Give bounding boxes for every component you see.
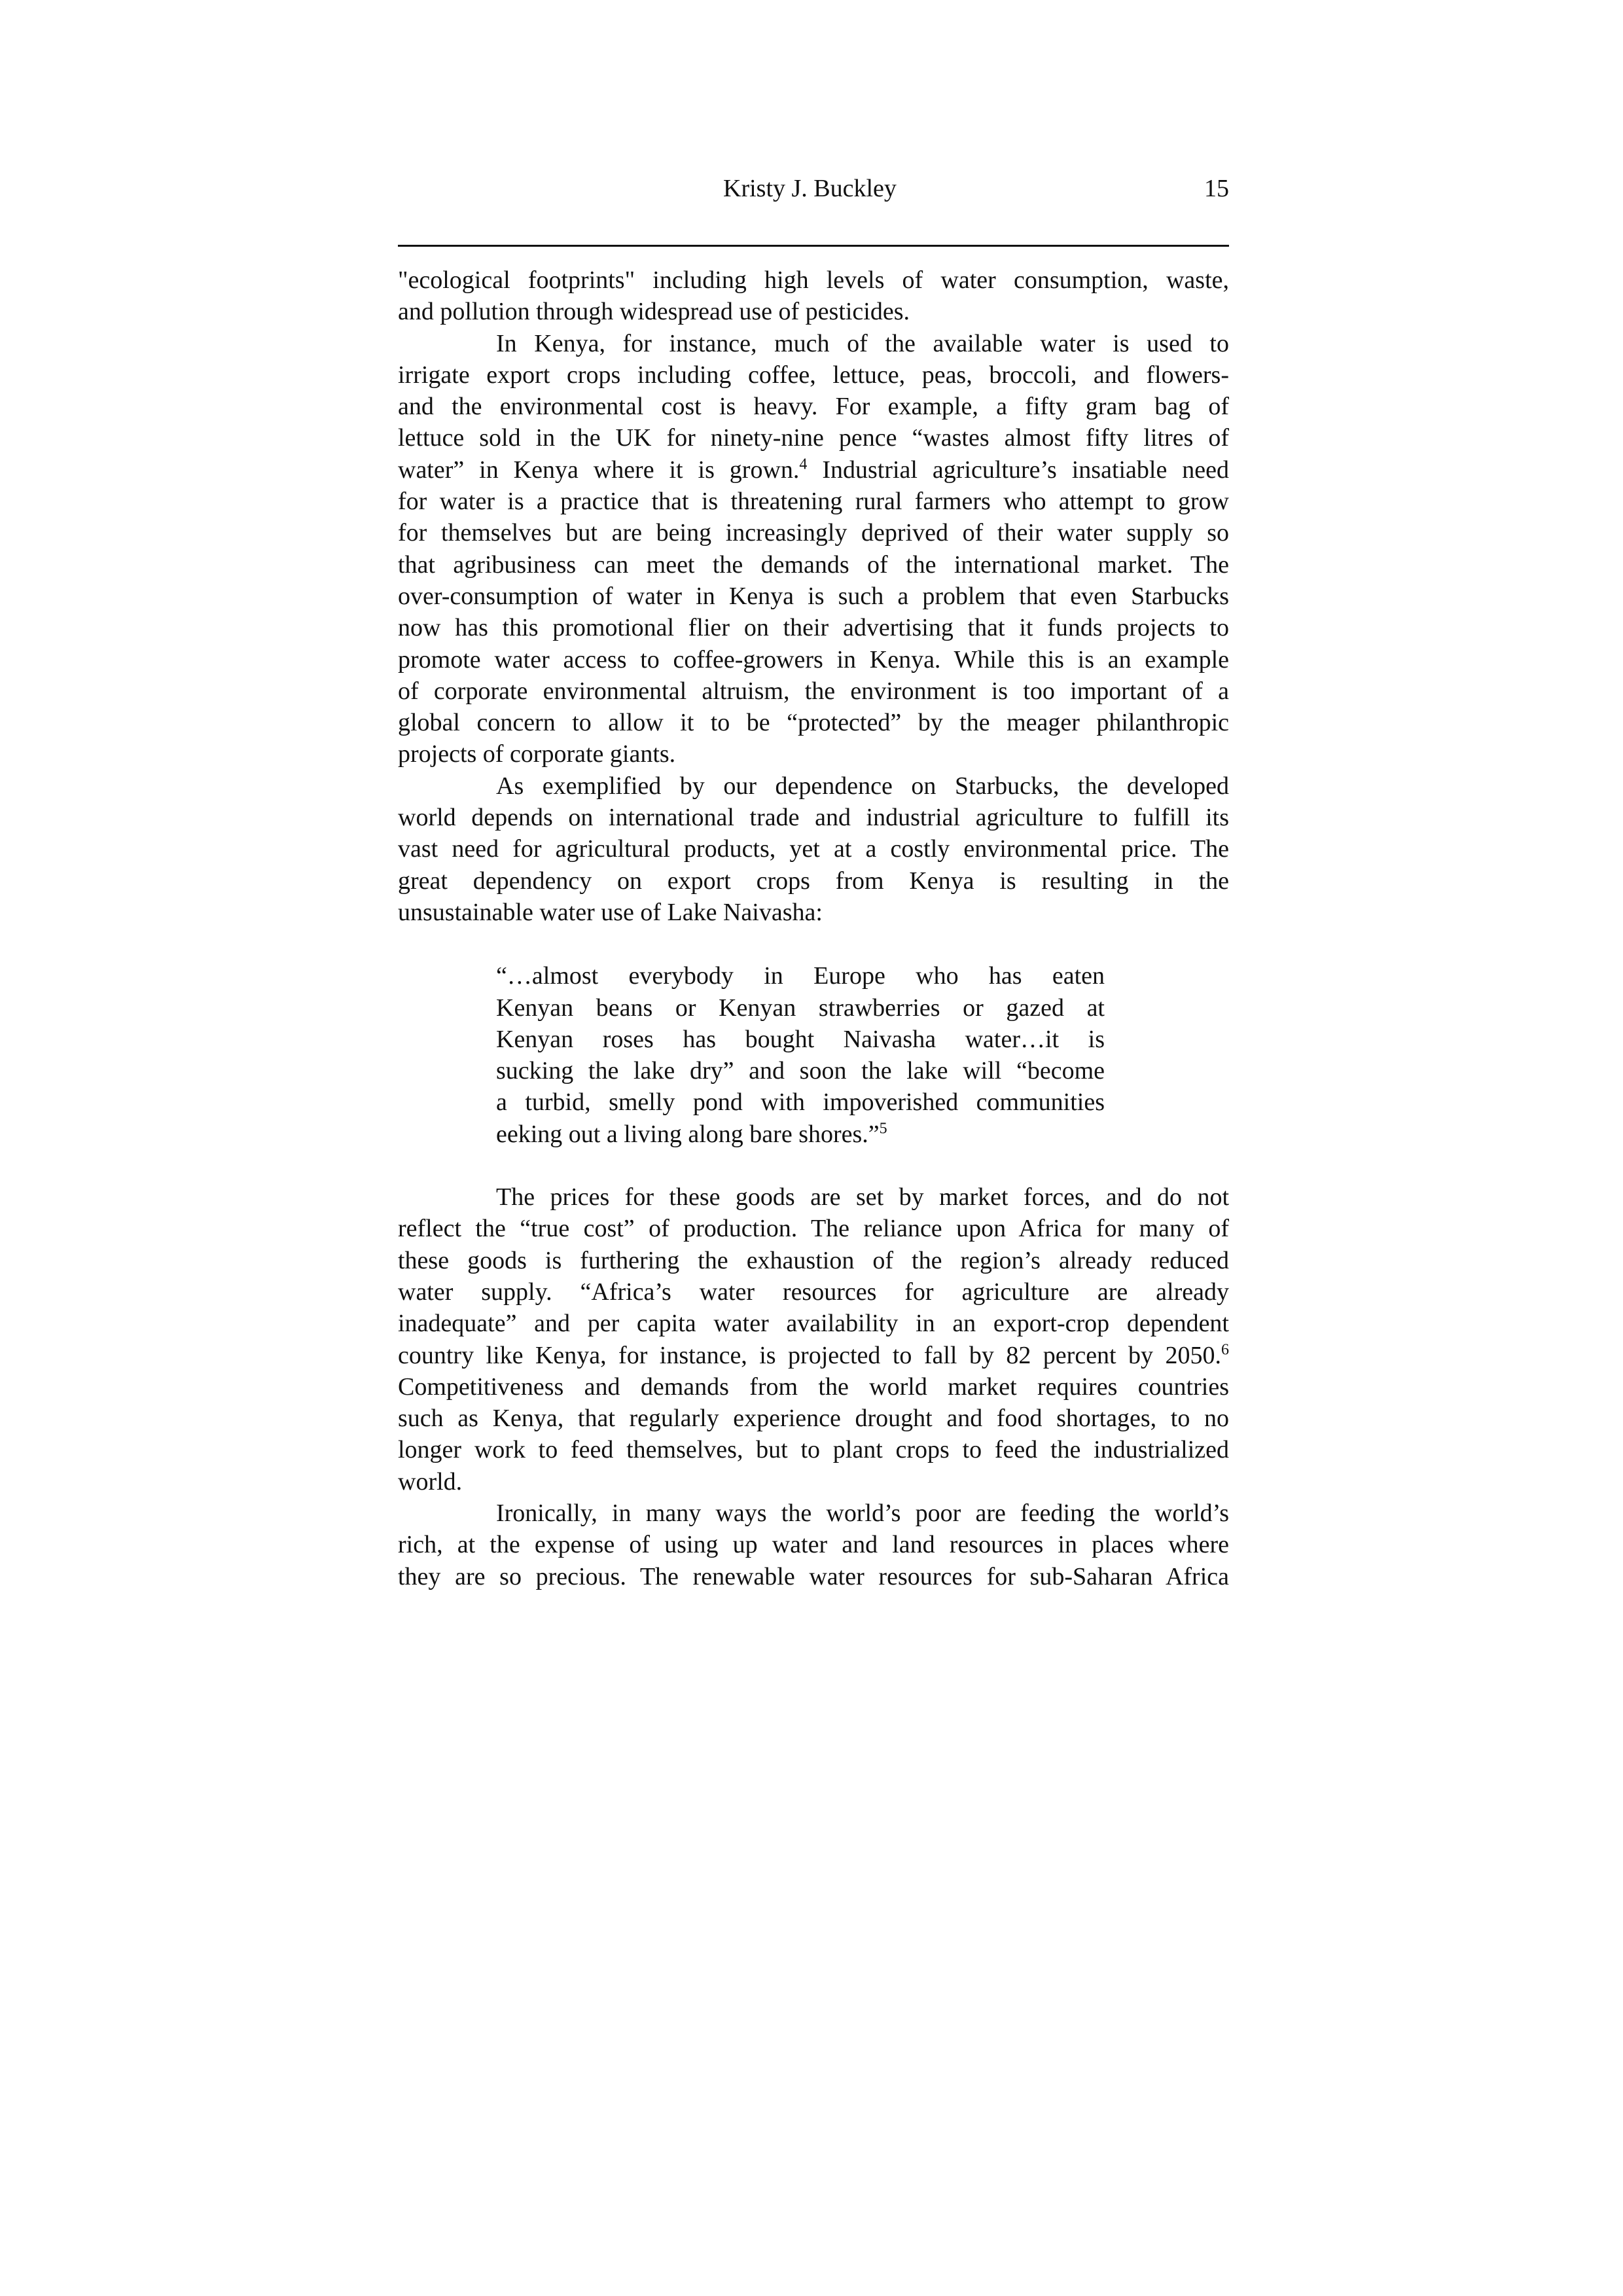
text-line [398,454,1229,486]
text-line: "ecological footprints" including high levels of water consumption, waste, [398,266,1229,294]
text-line: reflect the “true cost” of production. The reliance upon Africa for many of [398,1215,1229,1243]
running-header [398,169,1229,208]
text-line: In Kenya, for instance, much of the available water is used to [496,329,1229,357]
block-quote [398,960,1105,1150]
text-line: unsustainable water use of Lake Naivasha: [398,898,823,926]
text-line: for themselves but are being increasingly deprived of their water supply so [398,519,1229,547]
text-line [398,1340,1229,1371]
text-line: world depends on international trade and industrial agriculture to fulfill its [398,804,1229,832]
body-text [398,264,1229,1592]
text-line: inadequate” and per capita water availability in an export-crop dependent [398,1310,1229,1338]
text-fragment: Industrial agriculture’s insatiable need [807,456,1229,484]
header-rule [398,245,1229,247]
text-line: world. [398,1467,463,1496]
text-line: these goods is furthering the exhaustion of the region’s already reduced [398,1246,1229,1274]
text-line: they are so precious. The renewable water resources for sub-Saharan Africa [398,1562,1229,1590]
quote-line: Kenyan beans or Kenyan strawberries or gazed at [496,994,1105,1022]
text-line: of corporate environmental altruism, the environment is too important of a [398,677,1229,705]
text-line: such as Kenya, that regularly experience drought and food shortages, to no [398,1405,1229,1433]
paragraph-5 [398,1498,1229,1592]
footnote-ref-6: 6 [1221,1340,1229,1358]
quote-line: sucking the lake dry” and soon the lake will “become [496,1057,1105,1085]
text-line: promote water access to coffee-growers in Kenya. While this is an example [398,645,1229,673]
text-line: Ironically, in many ways the world’s poor are feeding the world’s [496,1499,1229,1527]
text-line: now has this promotional flier on their advertising that it funds projects to [398,614,1229,642]
text-fragment: water” in Kenya where it is grown. [398,456,800,484]
text-line: global concern to allow it to be “protected” by the meager philanthropic [398,709,1229,737]
text-line: longer work to feed themselves, but to plant crops to feed the industrialized [398,1436,1229,1464]
header-author: Kristy J. Buckley [723,175,897,202]
text-line: vast need for agricultural products, yet at a costly environmental price. The [398,835,1229,863]
footnote-ref-5: 5 [879,1120,887,1138]
quote-line: Kenyan roses has bought Naivasha water…it is [496,1025,1105,1053]
footnote-ref-4: 4 [799,456,808,473]
text-line: water supply. “Africa’s water resources for agriculture are already [398,1278,1229,1306]
paragraph-4 [398,1181,1229,1498]
text-line: great dependency on export crops from Kenya is resulting in the [398,867,1229,895]
text-line: and the environmental cost is heavy. For example, a fifty gram bag of [398,393,1229,421]
text-line: for water is a practice that is threatening rural farmers who attempt to grow [398,488,1229,516]
paragraph-3 [398,770,1229,928]
text-line: irrigate export crops including coffee, lettuce, peas, broccoli, and flowers- [398,361,1229,389]
text-line: that agribusiness can meet the demands of the international market. The [398,550,1229,579]
paragraph-1 [398,264,1229,328]
page-number: 15 [1204,175,1229,202]
text-line: over-consumption of water in Kenya is such a problem that even Starbucks [398,582,1229,610]
quote-line: “…almost everybody in Europe who has eaten [496,962,1105,990]
text-line: Competitiveness and demands from the world market requires countries [398,1372,1229,1401]
text-line: rich, at the expense of using up water and land resources in places where [398,1531,1229,1559]
paragraph-2 [398,328,1229,770]
text-line: The prices for these goods are set by market forces, and do not [496,1183,1229,1211]
text-line: and pollution through widespread use of pesticides. [398,298,910,326]
text-line: projects of corporate giants. [398,740,676,768]
quote-line [496,1119,1105,1150]
text-fragment: country like Kenya, for instance, is projected to fall by 82 percent by 2050. [398,1341,1221,1369]
text-fragment: eeking out a living along bare shores.” [496,1120,880,1148]
text-line: lettuce sold in the UK for ninety-nine pence “wastes almost fifty litres of [398,424,1229,452]
quote-line: a turbid, smelly pond with impoverished communities [496,1088,1105,1117]
text-line: As exemplified by our dependence on Starbucks, the developed [496,772,1229,800]
